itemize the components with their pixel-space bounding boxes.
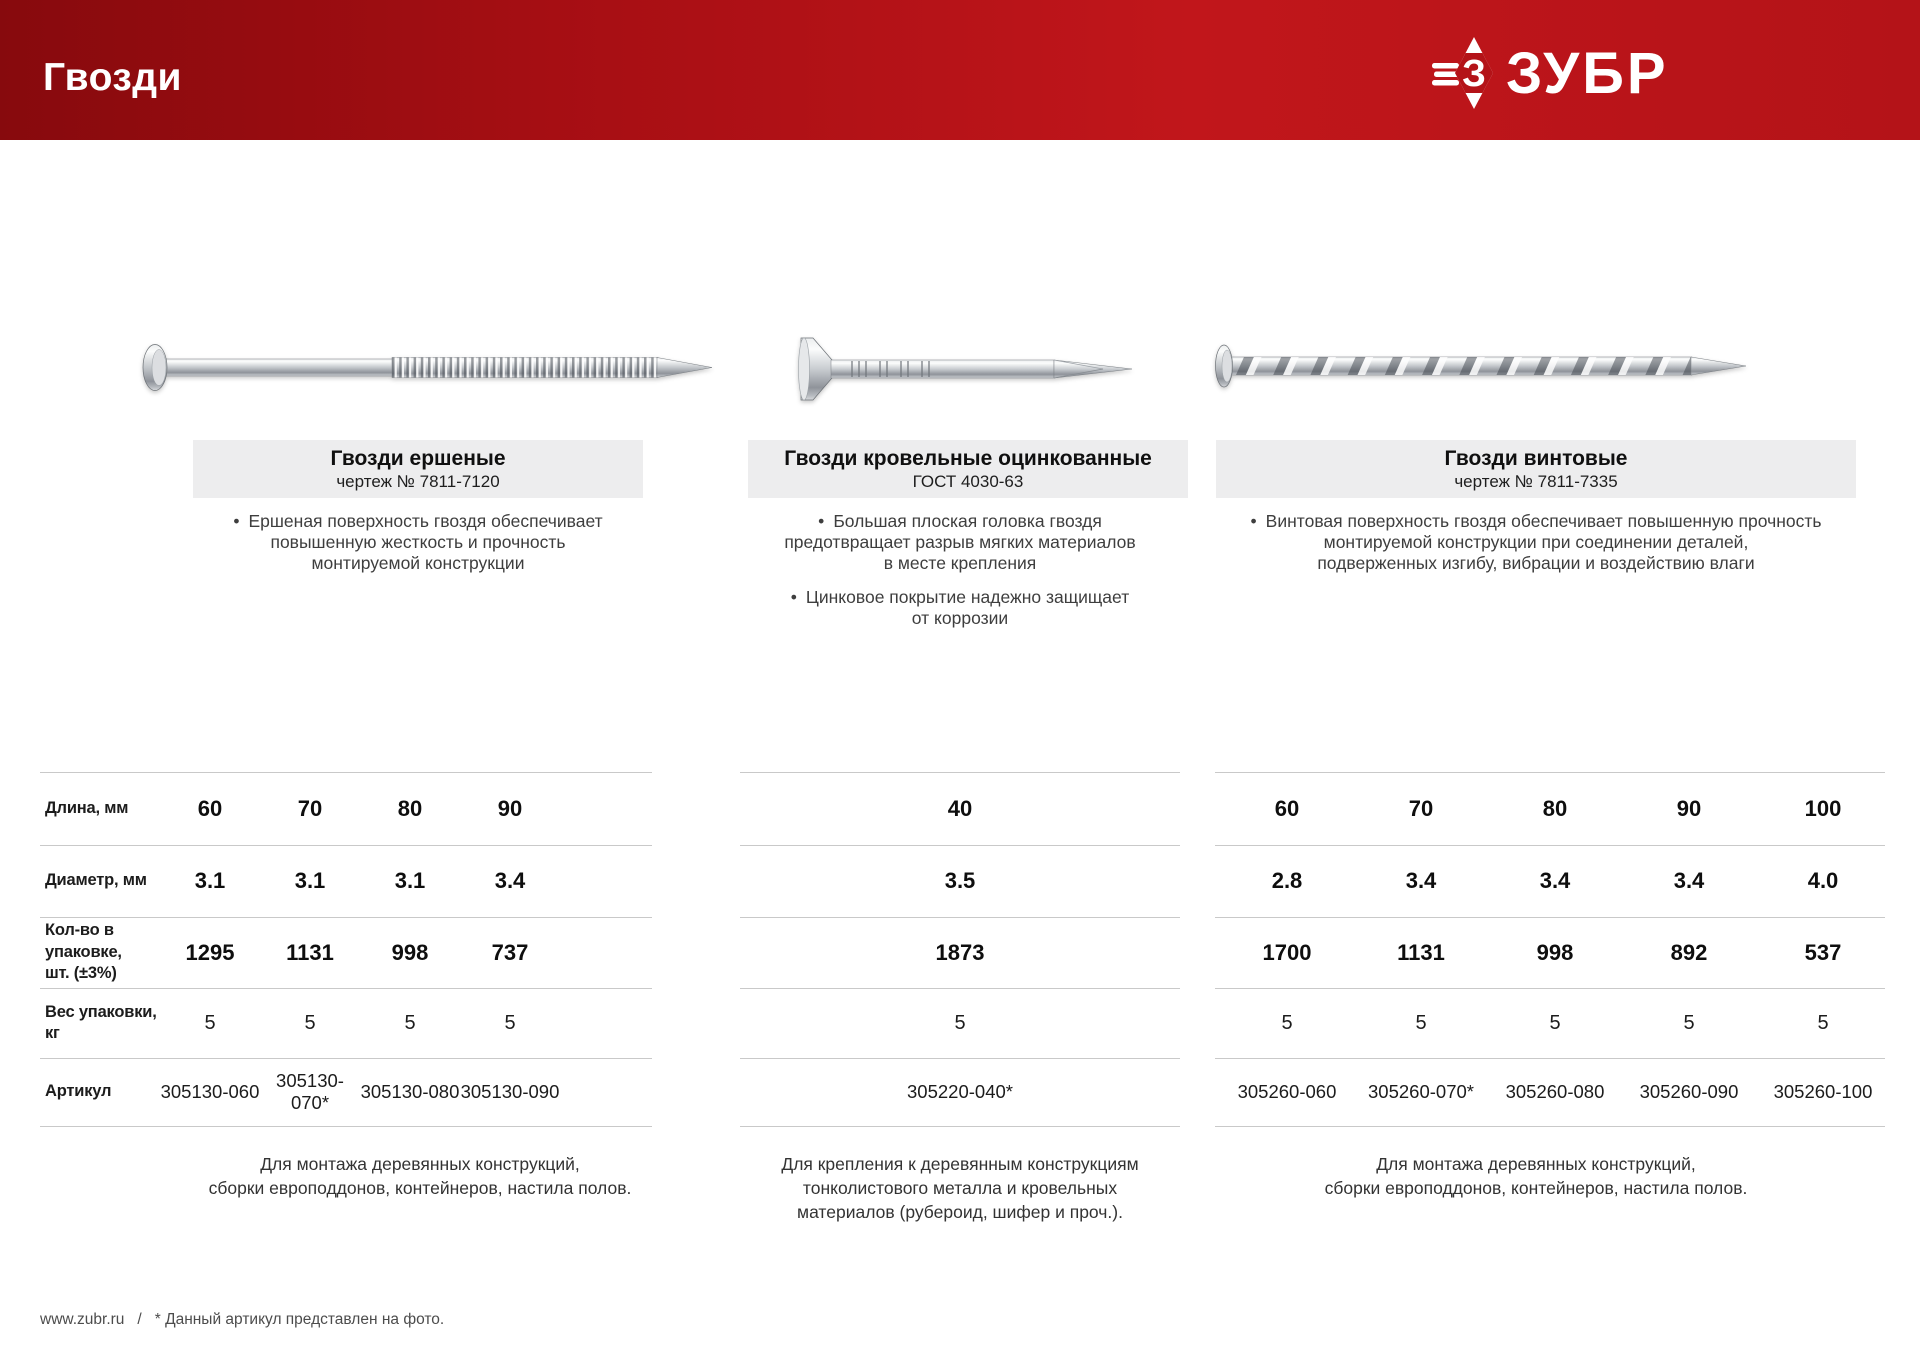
feature-line: подверженных изгибу, вибрации и воздействию влаги (1317, 553, 1755, 573)
usage-line: материалов (рубероид, шифер и проч.). (797, 1202, 1123, 1222)
quantity-cell: 892 (1670, 939, 1708, 965)
label-text: Диаметр, мм (45, 871, 147, 890)
product-subtitle: чертеж № 7811-7120 (336, 472, 500, 491)
weight-cell: 5 (504, 1011, 516, 1034)
diameter-cell: 3.4 (1405, 868, 1437, 893)
usage-note-screw (1236, 1152, 1836, 1200)
usage-line: тонколистового металла и кровельных (802, 1178, 1118, 1198)
label-text: Кол-во в упаковке, (45, 921, 122, 961)
product-header-roofing (748, 440, 1188, 498)
bullet-dot: • (790, 587, 797, 607)
diameter-cell: 3.1 (294, 868, 326, 893)
usage-line: сборки европоддонов, контейнеров, настила полов. (208, 1178, 632, 1198)
diameter-values-p2 (740, 845, 1180, 917)
usage-note-ring-shank (170, 1152, 670, 1200)
sku-cell: 305130-080 (360, 1081, 460, 1102)
product-title: Гвозди ершеные (330, 447, 506, 470)
feature-line: Ершеная поверхность гвоздя обеспечивает (248, 511, 603, 531)
footer-separator: / (137, 1311, 142, 1328)
feature-line: Винтовая поверхность гвоздя обеспечивает повышенную прочность (1265, 511, 1822, 531)
feature-line: повышенную жесткость и прочность (270, 532, 566, 552)
brand-logo (1432, 36, 1669, 110)
label-text: шт. (±3%) (45, 964, 117, 983)
usage-line: Для монтажа деревянных конструкций, (1376, 1154, 1696, 1174)
length-values-p2 (740, 772, 1180, 845)
quantity-cell: 737 (491, 939, 529, 965)
roofing-nail-image (798, 331, 1133, 407)
features-ring-shank (198, 511, 638, 587)
features-roofing (750, 511, 1170, 642)
product-title: Гвозди кровельные оцинкованные (784, 447, 1152, 470)
feature-line: монтируемой конструкции (311, 553, 525, 573)
feature-item (750, 511, 1170, 574)
feature-item (198, 511, 638, 574)
length-cell: 80 (397, 795, 423, 821)
weight-cell: 5 (1817, 1011, 1829, 1034)
diameter-cell: 3.5 (944, 868, 976, 893)
quantity-cell: 1131 (286, 939, 334, 965)
product-header-ring-shank (193, 440, 643, 498)
label-text: Длина, мм (45, 798, 129, 817)
site-link[interactable]: www.zubr.ru (40, 1311, 125, 1328)
diameter-cell: 3.1 (394, 868, 426, 893)
diameter-values-p1 (160, 845, 560, 917)
row-label-length (45, 772, 165, 845)
row-label-diameter (45, 845, 165, 917)
table-line (40, 1126, 652, 1127)
sku-cell: 305260-080 (1505, 1081, 1605, 1102)
length-cell: 90 (497, 795, 523, 821)
label-text: Артикул (45, 1082, 112, 1101)
weight-cell: 5 (404, 1011, 416, 1034)
diameter-values-p3 (1220, 845, 1890, 917)
diameter-cell: 3.4 (494, 868, 526, 893)
sku-values-p2 (740, 1058, 1180, 1126)
length-cell: 80 (1542, 795, 1568, 821)
feature-item (1196, 511, 1876, 574)
row-label-sku (45, 1058, 165, 1126)
quantity-cell: 537 (1804, 939, 1842, 965)
usage-line: сборки европоддонов, контейнеров, настила полов. (1324, 1178, 1748, 1198)
table-line (740, 1126, 1180, 1127)
table-line (1215, 1126, 1885, 1127)
bullet-dot: • (818, 511, 825, 531)
length-values-p1 (160, 772, 560, 845)
weight-cell: 5 (1281, 1011, 1293, 1034)
usage-line: Для монтажа деревянных конструкций, (260, 1154, 580, 1174)
bullet-dot: • (1250, 511, 1257, 531)
logo-letter: З (1462, 53, 1486, 95)
diameter-cell: 3.4 (1539, 868, 1571, 893)
quantity-cell: 1873 (935, 939, 985, 965)
feature-line: Большая плоская головка гвоздя (833, 511, 1102, 531)
diameter-cell: 4.0 (1807, 868, 1839, 893)
weight-values-p1 (160, 988, 560, 1058)
sku-cell: 305130-060 (160, 1081, 260, 1102)
bullet-dot: • (233, 511, 240, 531)
usage-line: Для крепления к деревянным конструкциям (781, 1154, 1139, 1174)
feature-line: от коррозии (911, 608, 1009, 628)
sku-cell: 305130-090 (460, 1081, 560, 1102)
product-title: Гвозди винтовые (1444, 447, 1628, 470)
sku-cell: 305260-090 (1639, 1081, 1739, 1102)
screw-nail-image (1213, 343, 1748, 389)
row-label-weight (45, 988, 165, 1058)
usage-note-roofing (713, 1152, 1207, 1224)
weight-values-p3 (1220, 988, 1890, 1058)
sku-cell: 305260-070* (1368, 1081, 1474, 1102)
feature-line: монтируемой конструкции при соединении деталей, (1323, 532, 1749, 552)
quantity-cell: 1700 (1262, 939, 1312, 965)
product-header-screw (1216, 440, 1856, 498)
length-cell: 60 (197, 795, 223, 821)
length-cell: 40 (947, 795, 973, 821)
diameter-cell: 3.4 (1673, 868, 1705, 893)
weight-cell: 5 (304, 1011, 316, 1034)
feature-line: Цинковое покрытие надежно защищает (805, 587, 1130, 607)
product-subtitle: чертеж № 7811-7335 (1454, 472, 1618, 491)
quantity-cell: 998 (391, 939, 429, 965)
sku-cell: 305130-070* (276, 1070, 344, 1113)
length-cell: 70 (297, 795, 323, 821)
length-cell: 60 (1274, 795, 1300, 821)
page-title: Гвозди (43, 56, 183, 99)
sku-cell: 305260-060 (1237, 1081, 1337, 1102)
weight-cell: 5 (1549, 1011, 1561, 1034)
quantity-values-p3 (1220, 917, 1890, 988)
length-cell: 100 (1804, 795, 1842, 821)
length-values-p3 (1220, 772, 1890, 845)
weight-cell: 5 (1683, 1011, 1695, 1034)
weight-cell: 5 (954, 1011, 966, 1034)
footnote: * Данный артикул представлен на фото. (154, 1311, 445, 1328)
sku-values-p1 (160, 1058, 560, 1126)
quantity-values-p1 (160, 917, 560, 988)
page-footer (40, 1311, 444, 1329)
feature-line: предотвращает разрыв мягких материалов (784, 532, 1136, 552)
label-text: Вес упаковки, кг (45, 1002, 157, 1042)
page-header (0, 0, 1920, 140)
quantity-cell: 998 (1536, 939, 1574, 965)
length-cell: 90 (1676, 795, 1702, 821)
diameter-cell: 2.8 (1271, 868, 1303, 893)
quantity-cell: 1295 (185, 939, 235, 965)
sku-cell: 305220-040* (907, 1081, 1013, 1102)
length-cell: 70 (1408, 795, 1434, 821)
diameter-cell: 3.1 (194, 868, 226, 893)
product-subtitle: ГОСТ 4030-63 (912, 472, 1024, 491)
quantity-values-p2 (740, 917, 1180, 988)
zubr-diamond-icon (1432, 36, 1496, 110)
weight-cell: 5 (1415, 1011, 1427, 1034)
row-label-quantity (45, 917, 165, 988)
feature-item (750, 587, 1170, 629)
feature-line: в месте крепления (883, 553, 1037, 573)
sku-values-p3 (1220, 1058, 1890, 1126)
features-screw (1196, 511, 1876, 587)
brand-name: ЗУБР (1506, 40, 1669, 106)
quantity-cell: 1131 (1397, 939, 1445, 965)
sku-cell: 305260-100 (1773, 1081, 1873, 1102)
weight-values-p2 (740, 988, 1180, 1058)
weight-cell: 5 (204, 1011, 216, 1034)
ring-shank-nail-image (140, 343, 715, 393)
